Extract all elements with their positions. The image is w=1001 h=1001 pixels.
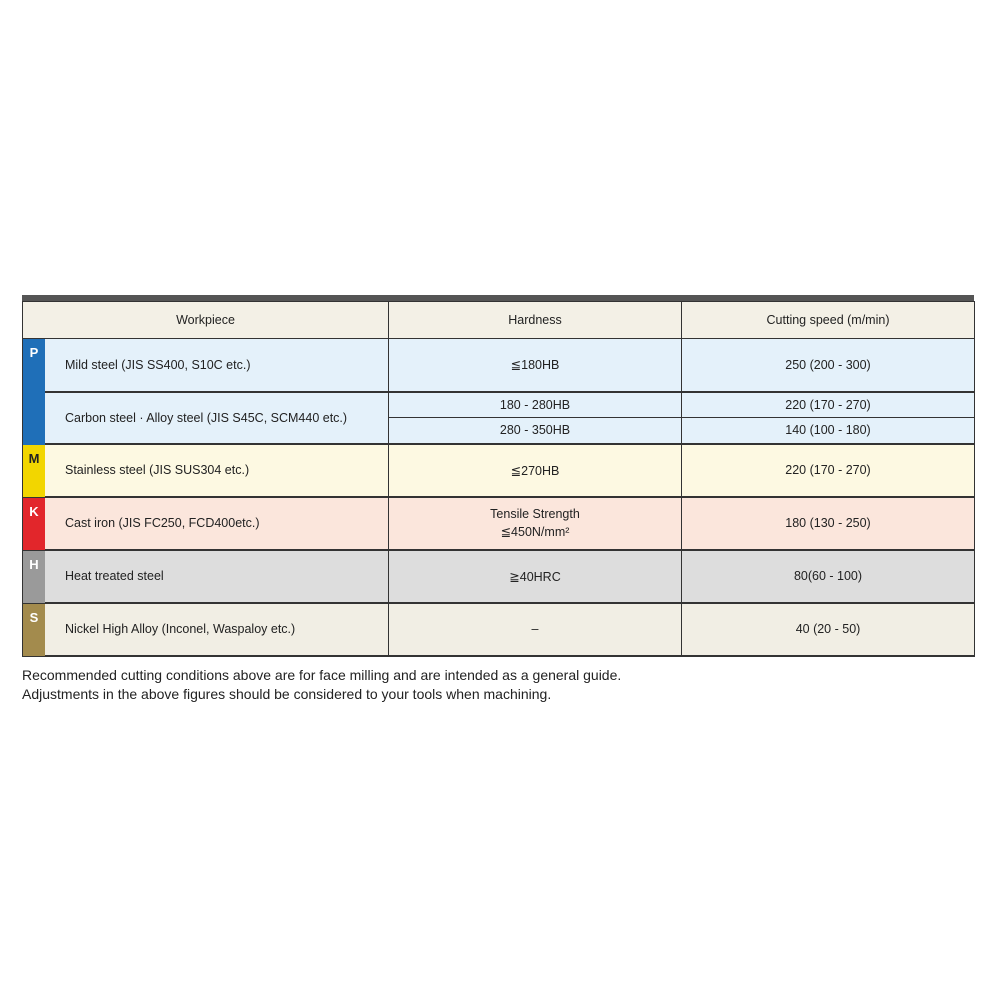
hardness-cast-iron-line1: Tensile Strength xyxy=(490,507,580,521)
header-workpiece: Workpiece xyxy=(23,302,389,339)
material-cast-iron: Cast iron (JIS FC250, FCD400etc.) xyxy=(65,516,260,530)
speed-cast-iron: 180 (130 - 250) xyxy=(682,497,975,550)
group-tag-k: K xyxy=(23,498,45,550)
table-row xyxy=(23,339,975,392)
material-nickel-high-alloy: Nickel High Alloy (Inconel, Waspaloy etc.) xyxy=(65,622,296,636)
table-row xyxy=(23,550,975,603)
hardness-cast-iron xyxy=(389,497,682,550)
material-carbon-alloy-steel: Carbon steel · Alloy steel (JIS S45C, SCM440 etc.) xyxy=(65,410,348,425)
speed-mild-steel: 250 (200 - 300) xyxy=(682,339,975,392)
table-row xyxy=(23,603,975,656)
footnote-line-1: Recommended cutting conditions above are for face milling and are intended as a general guide. xyxy=(22,667,622,683)
table-row xyxy=(23,444,975,497)
header-hardness: Hardness xyxy=(389,302,682,339)
hardness-cast-iron-line2: ≦450N/mm² xyxy=(500,525,570,539)
material-stainless-steel: Stainless steel (JIS SUS304 etc.) xyxy=(65,463,250,477)
material-mild-steel: Mild steel (JIS SS400, S10C etc.) xyxy=(65,357,251,372)
cutting-conditions-table-container xyxy=(22,295,974,657)
hardness-heat-treated-steel: ≧40HRC xyxy=(389,550,682,603)
hardness-carbon-steel-1: 180 - 280HB xyxy=(389,392,682,418)
speed-carbon-steel-1: 220 (170 - 270) xyxy=(682,392,975,418)
hardness-stainless-steel: ≦270HB xyxy=(389,444,682,497)
cutting-conditions-table xyxy=(22,301,975,657)
table-row xyxy=(23,497,975,550)
footnote xyxy=(22,666,621,704)
speed-nickel-high-alloy: 40 (20 - 50) xyxy=(682,603,975,656)
material-heat-treated-steel: Heat treated steel xyxy=(65,569,164,583)
hardness-carbon-steel-2: 280 - 350HB xyxy=(389,418,682,444)
speed-carbon-steel-2: 140 (100 - 180) xyxy=(682,418,975,444)
table-header-row xyxy=(23,302,975,339)
hardness-nickel-high-alloy: – xyxy=(389,603,682,656)
footnote-line-2: Adjustments in the above figures should be considered to your tools when machining. xyxy=(22,686,552,702)
group-tag-s: S xyxy=(23,604,45,656)
group-tag-p: P xyxy=(23,339,45,392)
group-tag-h: H xyxy=(23,551,45,603)
hardness-mild-steel: ≦180HB xyxy=(389,339,682,392)
table-row xyxy=(23,392,975,418)
header-cutting-speed: Cutting speed (m/min) xyxy=(682,302,975,339)
speed-heat-treated-steel: 80(60 - 100) xyxy=(682,550,975,603)
group-tag-m: M xyxy=(23,445,45,497)
speed-stainless-steel: 220 (170 - 270) xyxy=(682,444,975,497)
